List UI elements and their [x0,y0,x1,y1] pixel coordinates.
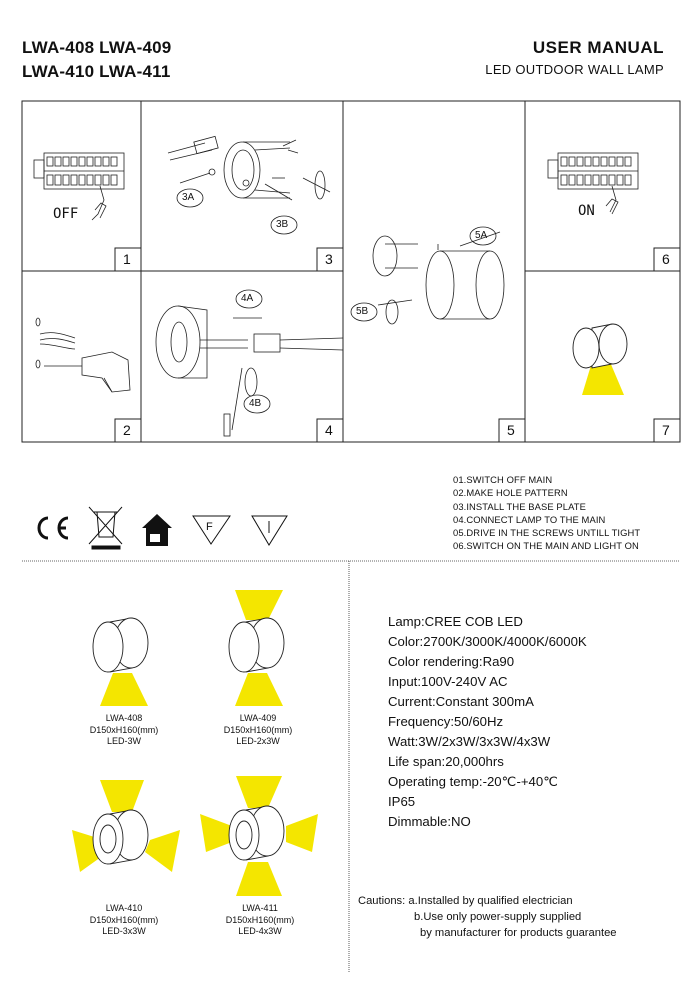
spec-color: Color:2700K/3000K/4000K/6000K [388,634,587,649]
panel-2-number: 2 [123,422,131,438]
ce-mark-icon [39,518,68,538]
lamp-lwa-408-icon [93,618,148,706]
panel-5-number: 5 [507,422,515,438]
spec-current: Current:Constant 300mA [388,694,534,709]
lamp-lwa-410-icon [72,780,180,872]
callout-3a: 3A [182,192,195,203]
model-list-line1: LWA-408 LWA-409 [22,38,172,57]
step-item: 06.SWITCH ON THE MAIN AND LIGHT ON [453,540,639,552]
spec-lamp: Lamp:CREE COB LED [388,614,523,629]
spec-dimmable: Dimmable:NO [388,814,471,829]
panel-1-off-label: OFF [53,206,79,222]
installation-steps [453,473,640,553]
document-title: USER MANUAL [532,38,664,57]
svg-text:F: F [206,521,213,533]
lamp-lwa-409-icon [229,590,284,706]
panel-7-number: 7 [662,422,670,438]
caution-line-1: Cautions: a.Installed by qualified electrician [358,895,573,907]
callout-5a: 5A [475,230,488,241]
spec-frequency: Frequency:50/60Hz [388,714,504,729]
spec-input: Input:100V-240V AC [388,674,508,689]
breaker-panel-off-icon [34,153,124,220]
step-item: 04.CONNECT LAMP TO THE MAIN [453,513,606,525]
step-item: 01.SWITCH OFF MAIN [453,474,553,485]
class-ii-house-icon [142,514,172,546]
panel-6-number: 6 [662,251,670,267]
caution-line-2: b.Use only power-supply supplied [414,911,582,923]
document-subtitle: LED OUTDOOR WALL LAMP [485,62,664,77]
step-item: 03.INSTALL THE BASE PLATE [453,500,586,512]
base-plate-fixings-icon [168,136,330,200]
callout-3b: 3B [276,219,289,230]
lamp-lit-icon [573,324,627,395]
spec-life-span: Life span:20,000hrs [388,754,504,769]
panel-4-number: 4 [325,422,333,438]
panel-6-on-label: ON [578,203,595,219]
model-caption-lwa-410: LWA-410 D150xH160(mm) LED-3x3W [89,903,159,936]
model-list-line2: LWA-410 LWA-411 [22,62,171,81]
model-caption-lwa-411: LWA-411 D150xH160(mm) LED-4x3W [225,903,295,936]
callout-4b: 4B [249,398,262,409]
weee-bin-icon [89,507,122,549]
callout-5b: 5B [356,306,369,317]
spec-operating-temp: Operating temp:-20℃-+40℃ [388,774,559,789]
panel-3-number: 3 [325,251,333,267]
caution-line-3: by manufacturer for products guarantee [420,927,617,939]
callout-4a: 4A [241,293,254,304]
lamp-lwa-411-icon [200,776,318,896]
step-item: 05.DRIVE IN THE SCREWS UNTILL TIGHT [453,527,641,539]
step-item: 02.MAKE HOLE PATTERN [453,487,568,499]
model-caption-lwa-408: LWA-408 D150xH160(mm) LED-3W [89,713,159,746]
spec-color-rendering: Color rendering:Ra90 [388,654,515,669]
lamp-mounting-icon [373,232,504,324]
caution-triangle-icon [252,516,287,545]
model-caption-lwa-409: LWA-409 D150xH160(mm) LED-2x3W [223,713,293,746]
spec-ip-rating: IP65 [388,794,416,809]
spec-watt: Watt:3W/2x3W/3x3W/4x3W [388,734,551,749]
drill-icon [36,318,130,392]
f-mark-icon [193,516,230,544]
wiring-connection-icon [156,306,343,436]
panel-1-number: 1 [123,251,131,267]
